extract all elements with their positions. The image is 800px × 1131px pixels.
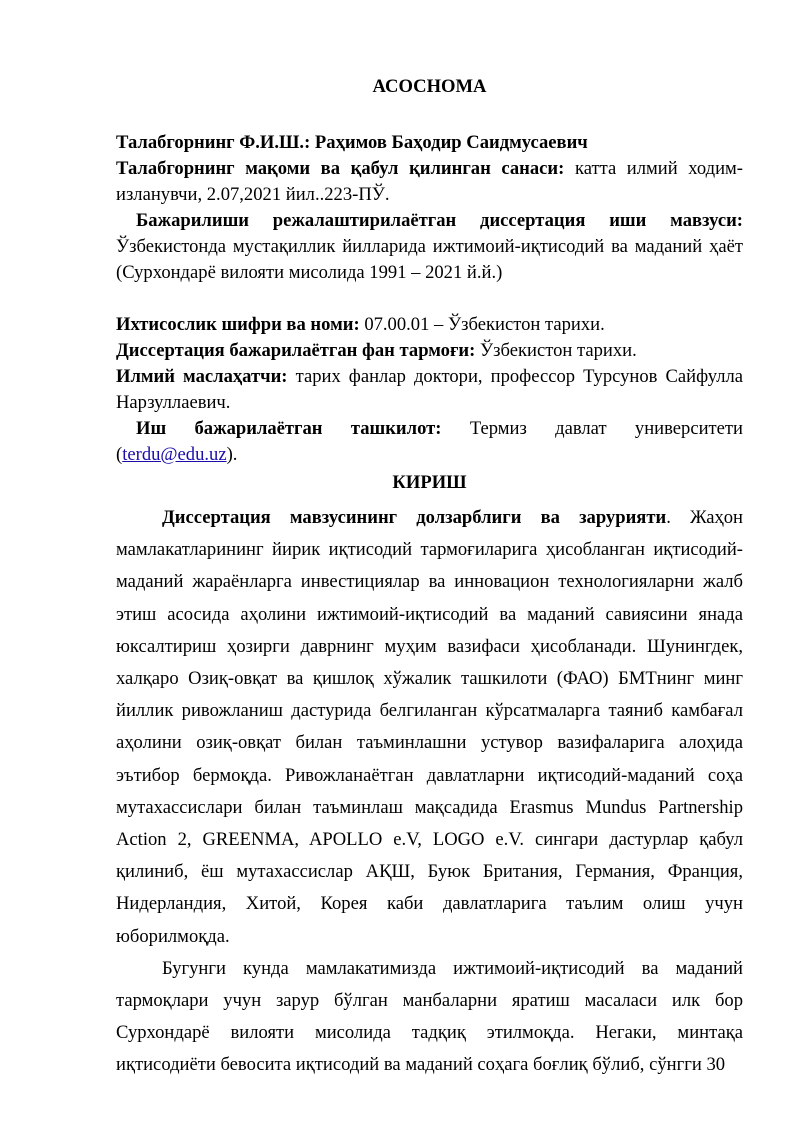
dissertation-topic-value: Ўзбекистонда мустақиллик йилларида ижтимоий-иқтисодий ва маданий ҳаёт (Сурхондарё вилояти мисолида 1991 – 2021 й.й.): [116, 236, 743, 283]
advisor-value: тарих фанлар доктори, профессор Турсунов Сайфулла Нарзуллаевич.: [116, 366, 744, 413]
relevance-heading: Диссертация мавзусининг долзарблиги ва зарурияти: [162, 507, 667, 528]
branch-label: Диссертация бажарилаётган фан тармоғи:: [116, 340, 476, 361]
dissertation-topic-label: Бажарилиши режалаштирилаётган диссертация иши мавзуси:: [136, 210, 743, 231]
document-title: АСОСНОМА: [372, 76, 487, 97]
applicant-name-line: [116, 130, 743, 156]
organization-value: Термиз давлат университети: [469, 418, 743, 439]
intro-paragraph-1-text: . Жаҳон мамлакатларининг йирик иқтисодий тармоғиларига ҳисобланган иқтисодий-маданий жараёнларга инвестициялар ва инновацион технологияларни жалб этиш асосида аҳолини ижтимоий-иқтисодий ва маданий савиясини янада юксалтириш ҳозирги даврнинг муҳим вазифаси ҳисобланади. Шунингдек, халқаро Озиқ-овқат ва қишлоқ хўжалик ташкилоти (ФАО) БМТнинг минг йиллик ривожланиш дастурида белгиланган кўрсатмаларга таяниб камбағал аҳолини озиқ-овқат билан таъминлашни устувор вазифаларига алоҳида эътибор бермоқда. Ривожланаётган давлатларни иқтисодий-маданий соҳа мутахассислари билан таъминлаш мақсадида Erasmus Mundus Partnership Action 2, GREENMA, APOLLO e.V, LOGO e.V. сингари дастурлар қабул қилиниб, ёш мутахассислар АҚШ, Буюк Британия, Германия, Франция, Нидерландия, Хитой, Корея каби давлатларига таълим олиш учун юборилмоқда.: [116, 507, 743, 947]
organization-email-link[interactable]: terdu@edu.uz: [122, 444, 227, 465]
organization-email-open: (: [116, 444, 123, 465]
organization-email-close: ).: [226, 444, 238, 465]
specialty-line: [116, 312, 743, 338]
intro-paragraph-2: Бугунги кунда мамлакатимизда ижтимоий-иқтисодий ва маданий тармоқлари учун зарур бўлган манбаларни яратиш масаласи илк бор Сурхондарё вилояти мисолида тадқиқ этилмоқда. Негаки, минтақа иқтисодиёти бевосита иқтисодий ва маданий соҳага боғлиқ бўлиб, сўнгги 30: [116, 957, 743, 1076]
specialty-value: 07.00.01 – Ўзбекистон тарихи.: [364, 314, 605, 335]
advisor-line: [116, 364, 743, 416]
specialty-label: Ихтисослик шифри ва номи:: [116, 314, 360, 335]
applicant-status-value: катта илмий ходим-изланувчи, 2.07,2021 йил..223-ПЎ.: [116, 158, 743, 205]
applicant-info: [116, 130, 743, 468]
intro-heading: КИРИШ: [392, 472, 467, 493]
organization-label: Иш бажарилаётган ташкилот:: [136, 418, 442, 439]
applicant-name-label: Талабгорнинг Ф.И.Ш.:: [116, 132, 311, 153]
organization-line: [116, 416, 743, 468]
applicant-name-value: Раҳимов Баҳодир Саидмусаевич: [314, 132, 588, 153]
branch-value: Ўзбекистон тарихи.: [479, 340, 637, 361]
applicant-status-line: [116, 156, 743, 208]
intro-paragraph-1: [116, 502, 743, 953]
branch-line: [116, 338, 743, 364]
applicant-status-label: Талабгорнинг мақоми ва қабул қилинган санаси:: [116, 158, 565, 179]
advisor-label: Илмий маслаҳатчи:: [116, 366, 288, 387]
dissertation-topic-line: [116, 208, 743, 286]
intro-body: [116, 502, 743, 1082]
spacer: [116, 286, 743, 312]
